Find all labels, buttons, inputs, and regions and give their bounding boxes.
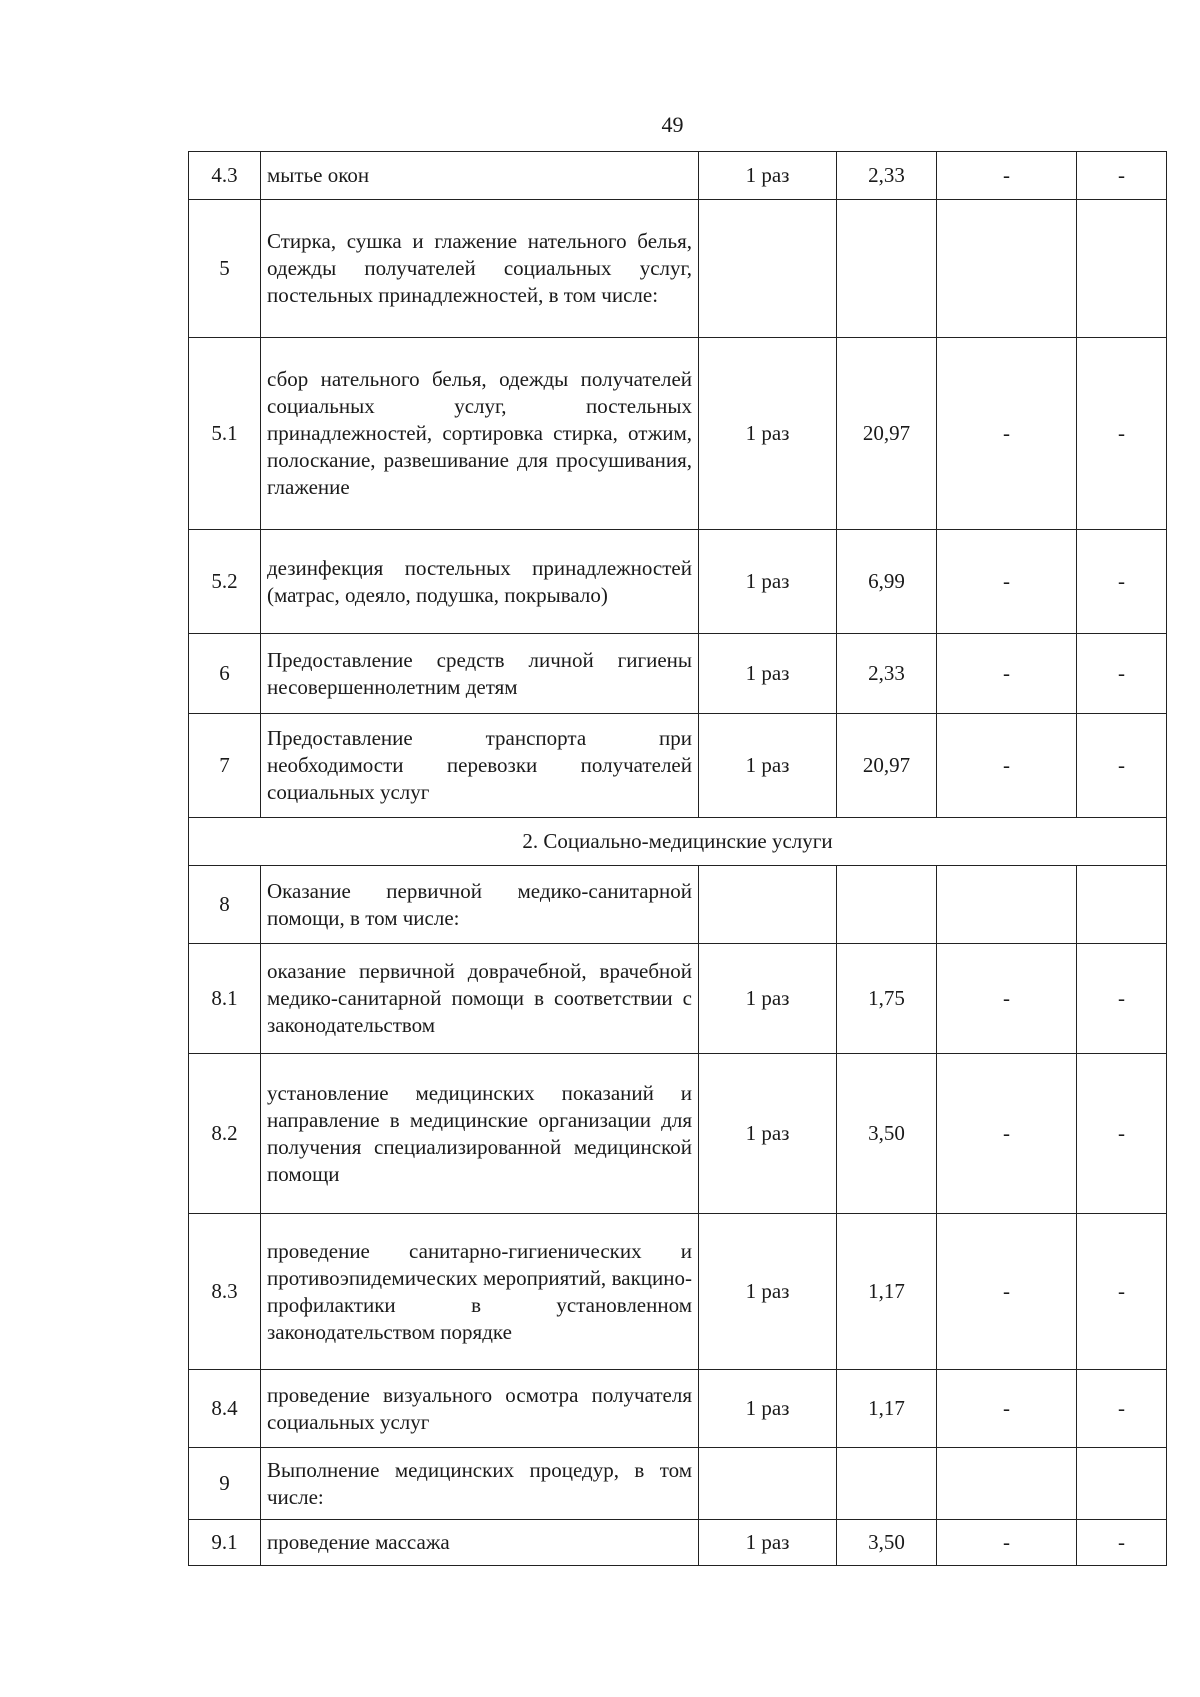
column-a-value: - bbox=[937, 1054, 1077, 1214]
column-b-value: - bbox=[1077, 1520, 1167, 1566]
price: 2,33 bbox=[837, 634, 937, 714]
row-number: 7 bbox=[189, 714, 261, 818]
table-row bbox=[189, 634, 1167, 714]
price: 1,17 bbox=[837, 1370, 937, 1448]
row-number: 5.2 bbox=[189, 530, 261, 634]
frequency: 1 раз bbox=[699, 634, 837, 714]
service-name: установление медицинских показаний и направление в медицинские организации для получения специализированной медицинской помощи bbox=[261, 1054, 699, 1214]
price: 3,50 bbox=[837, 1520, 937, 1566]
price: 20,97 bbox=[837, 714, 937, 818]
section-header-row bbox=[189, 818, 1167, 866]
price: 3,50 bbox=[837, 1054, 937, 1214]
frequency bbox=[699, 1448, 837, 1520]
section-title: 2. Социально-медицинские услуги bbox=[189, 818, 1167, 866]
column-a-value: - bbox=[937, 152, 1077, 200]
row-number: 8.4 bbox=[189, 1370, 261, 1448]
column-a-value: - bbox=[937, 1370, 1077, 1448]
column-a-value bbox=[937, 1448, 1077, 1520]
column-a-value: - bbox=[937, 338, 1077, 530]
frequency: 1 раз bbox=[699, 530, 837, 634]
price: 20,97 bbox=[837, 338, 937, 530]
table-row bbox=[189, 1520, 1167, 1566]
service-name: Выполнение медицинских процедур, в том числе: bbox=[261, 1448, 699, 1520]
service-name: сбор нательного белья, одежды получателей социальных услуг, постельных принадлежностей, сортировка стирка, отжим, полоскание, развешивание для просушивания, глажение bbox=[261, 338, 699, 530]
table-row bbox=[189, 338, 1167, 530]
frequency: 1 раз bbox=[699, 1520, 837, 1566]
table-row bbox=[189, 1214, 1167, 1370]
column-a-value: - bbox=[937, 1214, 1077, 1370]
frequency: 1 раз bbox=[699, 1054, 837, 1214]
service-name: мытье окон bbox=[261, 152, 699, 200]
column-a-value: - bbox=[937, 530, 1077, 634]
service-name: Стирка, сушка и глажение нательного белья, одежды получателей социальных услуг, постельных принадлежностей, в том числе: bbox=[261, 200, 699, 338]
column-a-value bbox=[937, 200, 1077, 338]
row-number: 9.1 bbox=[189, 1520, 261, 1566]
table-row bbox=[189, 152, 1167, 200]
column-b-value bbox=[1077, 866, 1167, 944]
table-row bbox=[189, 866, 1167, 944]
row-number: 8.3 bbox=[189, 1214, 261, 1370]
table-row bbox=[189, 944, 1167, 1054]
row-number: 6 bbox=[189, 634, 261, 714]
column-b-value: - bbox=[1077, 634, 1167, 714]
row-number: 8.2 bbox=[189, 1054, 261, 1214]
services-table bbox=[188, 151, 1167, 1566]
price bbox=[837, 866, 937, 944]
column-b-value: - bbox=[1077, 944, 1167, 1054]
service-name: проведение санитарно-гигиенических и противоэпидемических мероприятий, вакцино-профилактики в установленном законодательством порядке bbox=[261, 1214, 699, 1370]
column-b-value: - bbox=[1077, 714, 1167, 818]
table-row bbox=[189, 1448, 1167, 1520]
service-name: проведение массажа bbox=[261, 1520, 699, 1566]
frequency: 1 раз bbox=[699, 1370, 837, 1448]
table-row bbox=[189, 530, 1167, 634]
column-a-value: - bbox=[937, 634, 1077, 714]
column-b-value: - bbox=[1077, 530, 1167, 634]
frequency bbox=[699, 200, 837, 338]
column-b-value bbox=[1077, 1448, 1167, 1520]
frequency: 1 раз bbox=[699, 338, 837, 530]
price bbox=[837, 1448, 937, 1520]
row-number: 9 bbox=[189, 1448, 261, 1520]
service-name: дезинфекция постельных принадлежностей (матрас, одеяло, подушка, покрывало) bbox=[261, 530, 699, 634]
column-b-value: - bbox=[1077, 1214, 1167, 1370]
column-b-value: - bbox=[1077, 152, 1167, 200]
price: 2,33 bbox=[837, 152, 937, 200]
service-name: проведение визуального осмотра получателя социальных услуг bbox=[261, 1370, 699, 1448]
price: 6,99 bbox=[837, 530, 937, 634]
table-row bbox=[189, 200, 1167, 338]
row-number: 5.1 bbox=[189, 338, 261, 530]
row-number: 8.1 bbox=[189, 944, 261, 1054]
frequency: 1 раз bbox=[699, 152, 837, 200]
frequency: 1 раз bbox=[699, 944, 837, 1054]
column-a-value: - bbox=[937, 944, 1077, 1054]
column-b-value: - bbox=[1077, 1370, 1167, 1448]
frequency: 1 раз bbox=[699, 1214, 837, 1370]
column-b-value bbox=[1077, 200, 1167, 338]
service-name: Предоставление транспорта при необходимости перевозки получателей социальных услуг bbox=[261, 714, 699, 818]
price: 1,75 bbox=[837, 944, 937, 1054]
row-number: 8 bbox=[189, 866, 261, 944]
frequency bbox=[699, 866, 837, 944]
table-row bbox=[189, 714, 1167, 818]
service-name: Оказание первичной медико-санитарной помощи, в том числе: bbox=[261, 866, 699, 944]
service-name: Предоставление средств личной гигиены несовершеннолетним детям bbox=[261, 634, 699, 714]
price bbox=[837, 200, 937, 338]
column-b-value: - bbox=[1077, 1054, 1167, 1214]
column-a-value: - bbox=[937, 714, 1077, 818]
column-a-value bbox=[937, 866, 1077, 944]
row-number: 4.3 bbox=[189, 152, 261, 200]
service-name: оказание первичной доврачебной, врачебной медико-санитарной помощи в соответствии с законодательством bbox=[261, 944, 699, 1054]
row-number: 5 bbox=[189, 200, 261, 338]
page-number: 49 bbox=[661, 112, 684, 137]
price: 1,17 bbox=[837, 1214, 937, 1370]
frequency: 1 раз bbox=[699, 714, 837, 818]
column-a-value: - bbox=[937, 1520, 1077, 1566]
table-row bbox=[189, 1054, 1167, 1214]
column-b-value: - bbox=[1077, 338, 1167, 530]
table-row bbox=[189, 1370, 1167, 1448]
